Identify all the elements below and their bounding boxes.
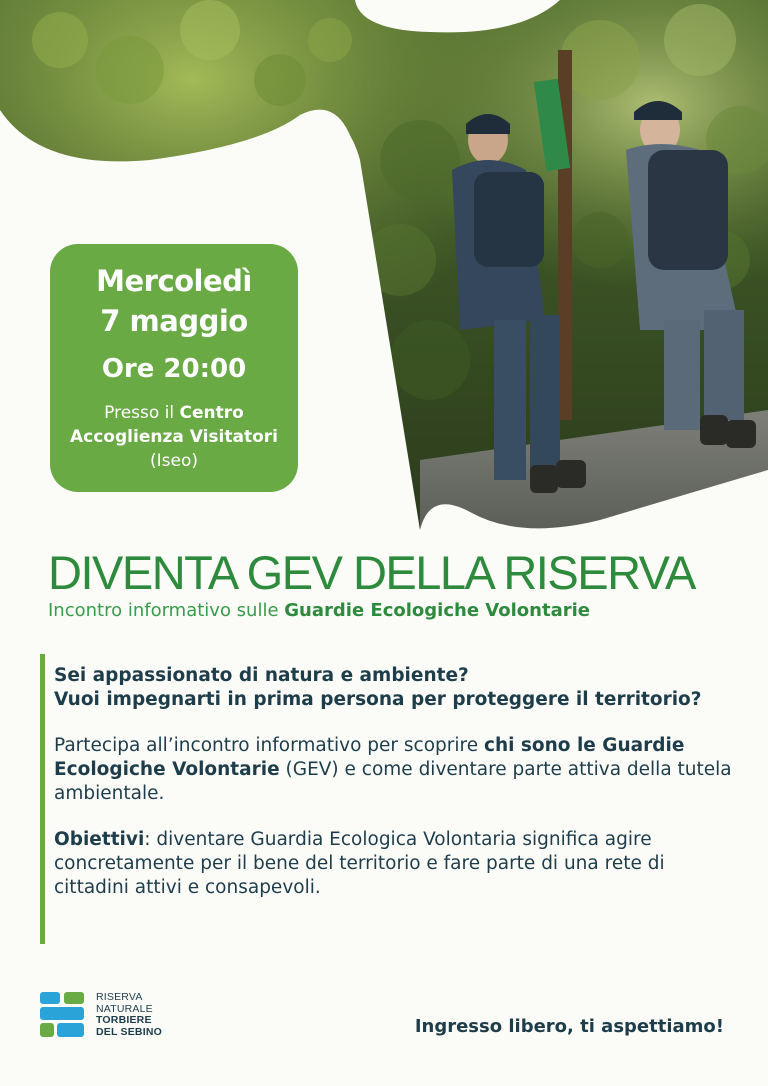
body-text: [54, 664, 744, 922]
para2-bold: Obiettivi: [54, 829, 145, 850]
riserva-torbiere-logo-icon: [40, 992, 86, 1038]
para1-bold: chi sono le Guardie Ecologiche Volontarie: [54, 735, 685, 780]
event-day: Mercoledì: [96, 264, 252, 298]
paragraph-objectives: [54, 828, 744, 900]
location-name: Centro Accoglienza Visitatori: [70, 403, 278, 447]
subtitle-prefix: Incontro informativo sulle: [48, 600, 285, 621]
riserva-logo: [40, 992, 180, 1040]
question-1: Sei appassionato di natura e ambiente?: [54, 665, 469, 686]
event-date-badge: [50, 244, 298, 492]
page-title: DIVENTA GEV DELLA RISERVA: [48, 546, 695, 599]
body-accent-bar: [40, 654, 45, 944]
event-date: 7 maggio: [100, 304, 248, 338]
logo-line-2: NATURALE: [96, 1002, 153, 1015]
paragraph-invite: [54, 734, 744, 806]
event-time: Ore 20:00: [101, 354, 247, 384]
questions: [54, 664, 744, 712]
page-subtitle: [48, 600, 748, 621]
logo-line-1: RISERVA: [96, 991, 143, 1003]
subtitle-bold: Guardie Ecologiche Volontarie: [284, 600, 590, 621]
logo-wordmark: [96, 992, 162, 1038]
location-prefix: Presso il: [104, 403, 180, 423]
para1-suffix: (GEV) e come diventare parte attiva della tutela ambientale.: [54, 759, 732, 804]
footer-call-to-action: Ingresso libero, ti aspettiamo!: [414, 1016, 724, 1037]
logo-line-3: TORBIERE: [96, 1014, 152, 1026]
location-suffix: (Iseo): [150, 451, 198, 471]
logo-line-4: DEL SEBINO: [96, 1025, 162, 1038]
question-2: Vuoi impegnarti in prima persona per proteggere il territorio?: [54, 689, 702, 710]
para1-prefix: Partecipa all’incontro informativo per scoprire: [54, 735, 484, 756]
para2-suffix: : diventare Guardia Ecologica Volontaria significa agire concretamente per il bene del territorio e fare parte di una rete di cittadini attivi e consapevoli.: [54, 829, 665, 898]
event-location: [64, 401, 284, 473]
